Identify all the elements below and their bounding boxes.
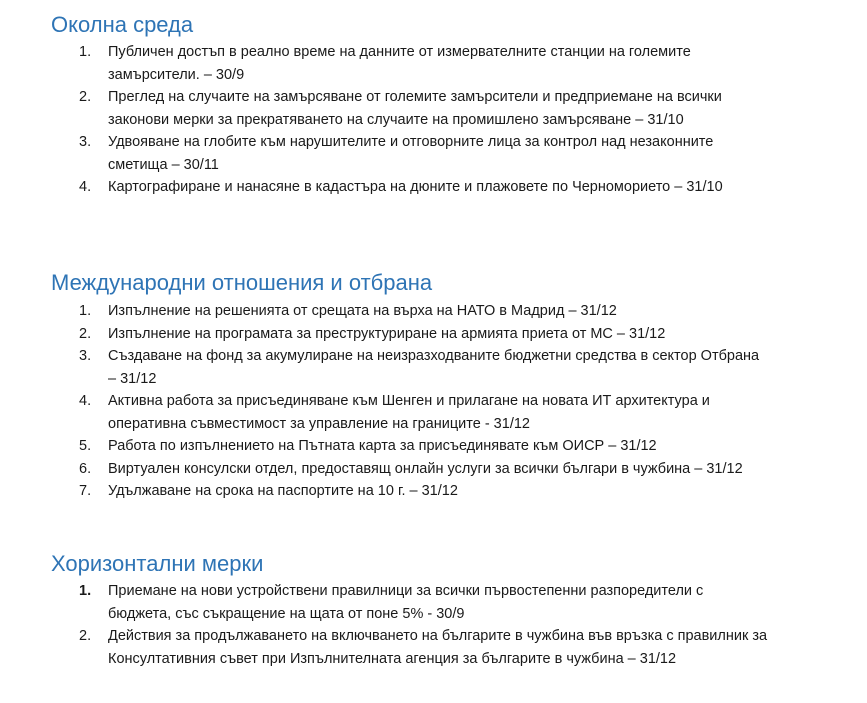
list-item-number: 2. — [79, 628, 92, 644]
list-item-text: Публичен достъп в реално време на данните от измервателните станции на големите замърсители. – 30/9 — [108, 44, 691, 83]
list-item-text: Виртуален консулски отдел, предоставящ онлайн услуги за всички българи в чужбина – 31/12 — [108, 460, 743, 477]
list-item-text: Изпълнение на програмата за преструктуриране на армията приета от МС – 31/12 — [108, 325, 666, 342]
list-item-text: Удвояване на глобите към нарушителите и отговорните лица за контрол над незаконните сметища – 30/11 — [108, 134, 714, 173]
list-item-number: 2. — [79, 325, 92, 342]
horizontal-measures-list — [0, 580, 867, 670]
list-item-text: Действия за продължаването на включването на българите в чужбина във връзка с правилник за Консултативния съвет при Изпълнителната агенция за българите в чужбина – 31/12 — [108, 628, 768, 667]
list-item — [0, 390, 867, 435]
list-item-number: 6. — [79, 460, 92, 477]
list-item-number: 5. — [79, 438, 92, 454]
list-item — [0, 300, 867, 323]
list-item — [0, 345, 867, 390]
list-item-number: 1. — [79, 44, 92, 60]
list-item-text: Работа по изпълнението на Пътната карта за присъединявате към ОИСР – 31/12 — [108, 438, 657, 454]
section-heading-international-defense: Международни отношения и отбрана — [51, 270, 433, 295]
list-item — [0, 131, 867, 176]
list-item-number: 7. — [79, 483, 92, 499]
list-item — [0, 580, 867, 625]
list-item-number: 1. — [79, 583, 92, 599]
list-item-text: Създаване на фонд за акумулиране на неизразходваните бюджетни средства в сектор Отбрана – 31/12 — [108, 348, 760, 387]
list-item-text: Изпълнение на решенията от срещата на върха на НАТО в Мадрид – 31/12 — [108, 303, 617, 319]
list-item — [0, 176, 867, 199]
list-item — [0, 480, 867, 503]
list-item-text: Удължаване на срока на паспортите на 10 г. – 31/12 — [108, 483, 458, 499]
list-item — [0, 41, 867, 86]
section-heading-environment: Околна среда — [51, 12, 194, 37]
section-heading-horizontal-measures: Хоризонтални мерки — [51, 551, 264, 576]
list-item-text: Приемане на нови устройствени правилници за всички първостепенни разпоредители с бюджета, със съкращение на щата от поне 5% - 30/9 — [108, 583, 704, 622]
list-item-number: 2. — [79, 89, 92, 105]
list-item-number: 4. — [79, 393, 92, 409]
list-item-number: 3. — [79, 348, 92, 364]
list-item — [0, 625, 867, 670]
list-item — [0, 458, 867, 481]
list-item-number: 3. — [79, 134, 92, 150]
list-item-number: 4. — [79, 179, 92, 195]
international-defense-list — [0, 300, 867, 503]
list-item-text: Преглед на случаите на замърсяване от големите замърсители и предприемане на всички законови мерки за прекратяването на случаите на промишлено замърсяване – 31/10 — [108, 89, 722, 128]
list-item-text: Активна работа за присъединяване към Шенген и прилагане на новата ИТ архитектура и оперативна съвместимост за управление на границите - 31/12 — [108, 393, 710, 432]
environment-list — [0, 41, 867, 199]
list-item-number: 1. — [79, 303, 92, 319]
list-item — [0, 323, 867, 346]
list-item-text: Картографиране и нанасяне в кадастъра на дюните и плажовете по Черноморието – 31/10 — [108, 179, 723, 195]
list-item — [0, 86, 867, 131]
list-item — [0, 435, 867, 458]
